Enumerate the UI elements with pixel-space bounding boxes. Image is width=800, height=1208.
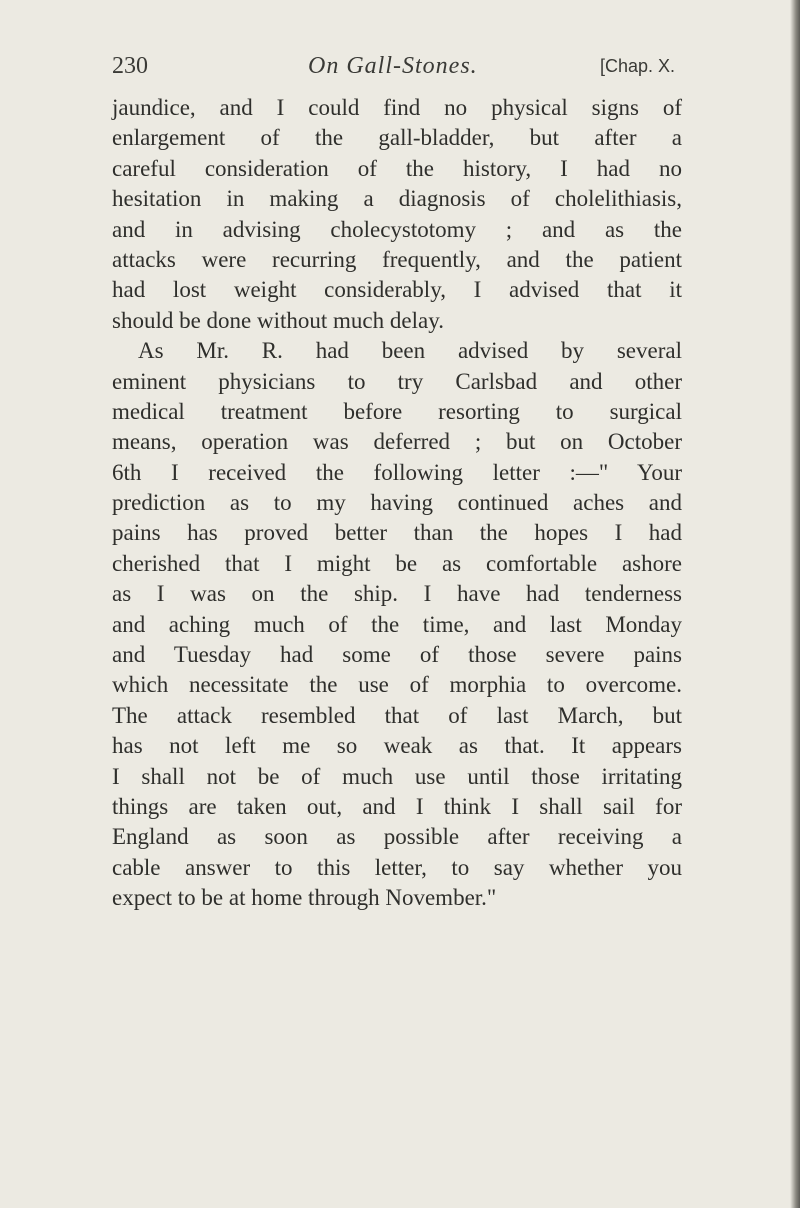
page-edge-shadow bbox=[790, 0, 800, 1208]
text-line: should be done without much delay. bbox=[112, 307, 444, 333]
running-title: On Gall-Stones. bbox=[308, 53, 478, 79]
chapter-label: [Chap. X. bbox=[600, 56, 676, 76]
page-number: 230 bbox=[112, 53, 148, 79]
text-line: means, operation was deferred ; but on October bbox=[112, 429, 682, 455]
text-line: medical treatment before resorting to surgical bbox=[112, 398, 682, 424]
page-header bbox=[0, 53, 800, 93]
text-line: attacks were recurring frequently, and the patient bbox=[112, 246, 682, 272]
text-line: had lost weight considerably, I advised that it bbox=[112, 277, 682, 303]
text-line: England as soon as possible after receiving a bbox=[112, 824, 682, 850]
text-line: as I was on the ship. I have had tenderness bbox=[112, 581, 682, 607]
text-line: pains has proved better than the hopes I had bbox=[112, 520, 682, 546]
text-line: prediction as to my having continued aches and bbox=[112, 490, 682, 516]
text-line: and aching much of the time, and last Monday bbox=[112, 611, 682, 637]
text-line: things are taken out, and I think I shall sail for bbox=[112, 793, 682, 819]
text-line: enlargement of the gall-bladder, but after a bbox=[112, 125, 682, 151]
text-line: As Mr. R. had been advised by several bbox=[138, 338, 682, 364]
text-line: cherished that I might be as comfortable ashore bbox=[112, 550, 682, 576]
text-line: expect to be at home through November." bbox=[112, 885, 497, 911]
text-line: eminent physicians to try Carlsbad and other bbox=[112, 368, 682, 394]
text-line: The attack resembled that of last March, but bbox=[112, 702, 682, 728]
text-line: jaundice, and I could find no physical signs of bbox=[112, 95, 682, 120]
text-line: 6th I received the following letter :—" Your bbox=[112, 459, 682, 485]
text-line: and in advising cholecystotomy ; and as the bbox=[112, 216, 682, 242]
text-line: which necessitate the use of morphia to overcome. bbox=[112, 672, 682, 698]
body-text bbox=[112, 93, 682, 914]
text-line: cable answer to this letter, to say whether you bbox=[112, 854, 682, 880]
text-line: hesitation in making a diagnosis of cholelithiasis, bbox=[112, 186, 682, 212]
text-line: I shall not be of much use until those irritating bbox=[112, 763, 682, 789]
text-line: and Tuesday had some of those severe pains bbox=[112, 642, 682, 668]
text-line: has not left me so weak as that. It appears bbox=[112, 733, 682, 759]
text-line: careful consideration of the history, I had no bbox=[112, 155, 682, 181]
